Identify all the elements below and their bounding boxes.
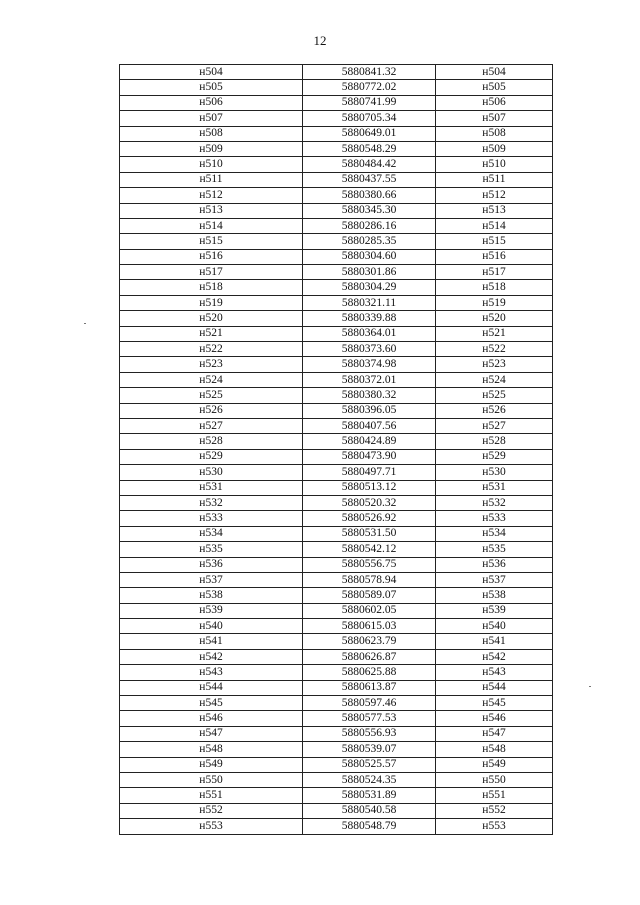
point-id-cell: н548 xyxy=(120,742,303,757)
table-row xyxy=(120,495,553,510)
point-id-cell: н549 xyxy=(120,757,303,772)
coordinate-cell: 5880548.79 xyxy=(303,819,436,834)
point-id-repeat-cell: н517 xyxy=(436,265,553,280)
coordinate-cell: 5880531.50 xyxy=(303,526,436,541)
scan-speck xyxy=(84,323,86,324)
table-row xyxy=(120,788,553,803)
point-id-repeat-cell: н508 xyxy=(436,126,553,141)
point-id-repeat-cell: н520 xyxy=(436,311,553,326)
point-id-cell: н523 xyxy=(120,357,303,372)
table-row xyxy=(120,157,553,172)
table-row xyxy=(120,803,553,818)
coordinate-cell: 5880589.07 xyxy=(303,588,436,603)
coordinate-cell: 5880526.92 xyxy=(303,511,436,526)
point-id-repeat-cell: н526 xyxy=(436,403,553,418)
point-id-repeat-cell: н539 xyxy=(436,603,553,618)
point-id-cell: н510 xyxy=(120,157,303,172)
coordinate-cell: 5880741.99 xyxy=(303,95,436,110)
table-row xyxy=(120,665,553,680)
point-id-repeat-cell: н552 xyxy=(436,803,553,818)
point-id-cell: н521 xyxy=(120,326,303,341)
point-id-cell: н540 xyxy=(120,619,303,634)
table-row xyxy=(120,388,553,403)
table-row xyxy=(120,572,553,587)
point-id-cell: н517 xyxy=(120,265,303,280)
point-id-cell: н535 xyxy=(120,542,303,557)
point-id-repeat-cell: н525 xyxy=(436,388,553,403)
coordinate-cell: 5880380.32 xyxy=(303,388,436,403)
point-id-cell: н516 xyxy=(120,249,303,264)
table-row xyxy=(120,249,553,264)
table-row xyxy=(120,634,553,649)
table-row xyxy=(120,742,553,757)
table-row xyxy=(120,449,553,464)
table-row xyxy=(120,511,553,526)
point-id-cell: н525 xyxy=(120,388,303,403)
point-id-repeat-cell: н548 xyxy=(436,742,553,757)
point-id-repeat-cell: н510 xyxy=(436,157,553,172)
page-number: 12 xyxy=(313,33,327,48)
point-id-cell: н528 xyxy=(120,434,303,449)
coordinate-cell: 5880556.75 xyxy=(303,557,436,572)
coordinate-cell: 5880373.60 xyxy=(303,342,436,357)
coordinate-cell: 5880531.89 xyxy=(303,788,436,803)
coordinate-cell: 5880524.35 xyxy=(303,772,436,787)
coordinate-cell: 5880345.30 xyxy=(303,203,436,218)
point-id-repeat-cell: н553 xyxy=(436,819,553,834)
point-id-cell: н543 xyxy=(120,665,303,680)
coordinate-cell: 5880540.58 xyxy=(303,803,436,818)
point-id-cell: н533 xyxy=(120,511,303,526)
coordinate-cell: 5880321.11 xyxy=(303,295,436,310)
coordinate-cell: 5880542.12 xyxy=(303,542,436,557)
coordinate-cell: 5880304.60 xyxy=(303,249,436,264)
table-row xyxy=(120,588,553,603)
point-id-cell: н538 xyxy=(120,588,303,603)
point-id-cell: н526 xyxy=(120,403,303,418)
table-row xyxy=(120,218,553,233)
coordinate-cell: 5880437.55 xyxy=(303,172,436,187)
point-id-cell: н513 xyxy=(120,203,303,218)
table-row xyxy=(120,757,553,772)
point-id-cell: н520 xyxy=(120,311,303,326)
table-row xyxy=(120,418,553,433)
coordinate-cell: 5880841.32 xyxy=(303,65,436,80)
coordinate-cell: 5880372.01 xyxy=(303,372,436,387)
coordinate-cell: 5880497.71 xyxy=(303,465,436,480)
coordinate-cell: 5880484.42 xyxy=(303,157,436,172)
point-id-repeat-cell: н528 xyxy=(436,434,553,449)
table-row xyxy=(120,603,553,618)
table-row xyxy=(120,65,553,80)
point-id-repeat-cell: н515 xyxy=(436,234,553,249)
point-id-cell: н546 xyxy=(120,711,303,726)
point-id-cell: н537 xyxy=(120,572,303,587)
point-id-repeat-cell: н522 xyxy=(436,342,553,357)
point-id-repeat-cell: н527 xyxy=(436,418,553,433)
point-id-cell: н529 xyxy=(120,449,303,464)
coordinate-cell: 5880380.66 xyxy=(303,188,436,203)
point-id-cell: н504 xyxy=(120,65,303,80)
point-id-repeat-cell: н532 xyxy=(436,495,553,510)
point-id-cell: н519 xyxy=(120,295,303,310)
point-id-cell: н508 xyxy=(120,126,303,141)
table-row xyxy=(120,280,553,295)
coordinate-cell: 5880577.53 xyxy=(303,711,436,726)
table-row xyxy=(120,311,553,326)
point-id-cell: н542 xyxy=(120,649,303,664)
point-id-repeat-cell: н540 xyxy=(436,619,553,634)
point-id-cell: н545 xyxy=(120,696,303,711)
table-row xyxy=(120,342,553,357)
point-id-repeat-cell: н545 xyxy=(436,696,553,711)
point-id-repeat-cell: н547 xyxy=(436,726,553,741)
table-row xyxy=(120,619,553,634)
coordinates-table xyxy=(119,64,553,835)
coordinate-cell: 5880301.86 xyxy=(303,265,436,280)
coordinate-cell: 5880364.01 xyxy=(303,326,436,341)
coordinate-cell: 5880548.29 xyxy=(303,141,436,156)
point-id-repeat-cell: н543 xyxy=(436,665,553,680)
coordinate-cell: 5880424.89 xyxy=(303,434,436,449)
point-id-cell: н507 xyxy=(120,111,303,126)
table-row xyxy=(120,726,553,741)
coordinate-cell: 5880473.90 xyxy=(303,449,436,464)
table-row xyxy=(120,188,553,203)
coordinates-table-body xyxy=(120,65,553,835)
coordinate-cell: 5880626.87 xyxy=(303,649,436,664)
point-id-cell: н522 xyxy=(120,342,303,357)
point-id-cell: н511 xyxy=(120,172,303,187)
point-id-cell: н551 xyxy=(120,788,303,803)
point-id-repeat-cell: н551 xyxy=(436,788,553,803)
point-id-repeat-cell: н549 xyxy=(436,757,553,772)
coordinate-cell: 5880597.46 xyxy=(303,696,436,711)
point-id-repeat-cell: н550 xyxy=(436,772,553,787)
point-id-cell: н506 xyxy=(120,95,303,110)
table-row xyxy=(120,95,553,110)
table-row xyxy=(120,403,553,418)
coordinate-cell: 5880513.12 xyxy=(303,480,436,495)
point-id-repeat-cell: н538 xyxy=(436,588,553,603)
coordinate-cell: 5880339.88 xyxy=(303,311,436,326)
coordinate-cell: 5880623.79 xyxy=(303,634,436,649)
point-id-repeat-cell: н516 xyxy=(436,249,553,264)
point-id-cell: н532 xyxy=(120,495,303,510)
coordinate-cell: 5880304.29 xyxy=(303,280,436,295)
table-row xyxy=(120,819,553,834)
point-id-repeat-cell: н523 xyxy=(436,357,553,372)
table-row xyxy=(120,111,553,126)
point-id-repeat-cell: н506 xyxy=(436,95,553,110)
coordinate-cell: 5880615.03 xyxy=(303,619,436,634)
point-id-repeat-cell: н541 xyxy=(436,634,553,649)
coordinate-cell: 5880396.05 xyxy=(303,403,436,418)
coordinate-cell: 5880286.16 xyxy=(303,218,436,233)
table-row xyxy=(120,434,553,449)
point-id-cell: н534 xyxy=(120,526,303,541)
point-id-repeat-cell: н504 xyxy=(436,65,553,80)
table-row xyxy=(120,265,553,280)
point-id-repeat-cell: н521 xyxy=(436,326,553,341)
point-id-repeat-cell: н513 xyxy=(436,203,553,218)
point-id-cell: н512 xyxy=(120,188,303,203)
table-row xyxy=(120,126,553,141)
coordinate-cell: 5880520.32 xyxy=(303,495,436,510)
point-id-cell: н550 xyxy=(120,772,303,787)
point-id-repeat-cell: н535 xyxy=(436,542,553,557)
table-row xyxy=(120,465,553,480)
point-id-repeat-cell: н505 xyxy=(436,80,553,95)
point-id-cell: н539 xyxy=(120,603,303,618)
point-id-repeat-cell: н518 xyxy=(436,280,553,295)
point-id-repeat-cell: н534 xyxy=(436,526,553,541)
table-row xyxy=(120,234,553,249)
table-row xyxy=(120,772,553,787)
point-id-cell: н544 xyxy=(120,680,303,695)
coordinate-cell: 5880602.05 xyxy=(303,603,436,618)
point-id-repeat-cell: н544 xyxy=(436,680,553,695)
point-id-repeat-cell: н531 xyxy=(436,480,553,495)
point-id-repeat-cell: н546 xyxy=(436,711,553,726)
point-id-repeat-cell: н511 xyxy=(436,172,553,187)
point-id-repeat-cell: н529 xyxy=(436,449,553,464)
point-id-repeat-cell: н533 xyxy=(436,511,553,526)
point-id-repeat-cell: н524 xyxy=(436,372,553,387)
table-row xyxy=(120,526,553,541)
coordinate-cell: 5880525.57 xyxy=(303,757,436,772)
coordinate-cell: 5880539.07 xyxy=(303,742,436,757)
table-row xyxy=(120,680,553,695)
point-id-cell: н527 xyxy=(120,418,303,433)
point-id-repeat-cell: н507 xyxy=(436,111,553,126)
table-row xyxy=(120,172,553,187)
table-row xyxy=(120,372,553,387)
table-row xyxy=(120,696,553,711)
point-id-repeat-cell: н519 xyxy=(436,295,553,310)
coordinate-cell: 5880578.94 xyxy=(303,572,436,587)
coordinate-cell: 5880374.98 xyxy=(303,357,436,372)
point-id-repeat-cell: н512 xyxy=(436,188,553,203)
point-id-repeat-cell: н542 xyxy=(436,649,553,664)
point-id-repeat-cell: н509 xyxy=(436,141,553,156)
coordinate-cell: 5880556.93 xyxy=(303,726,436,741)
table-row xyxy=(120,203,553,218)
coordinate-cell: 5880613.87 xyxy=(303,680,436,695)
point-id-cell: н514 xyxy=(120,218,303,233)
point-id-cell: н547 xyxy=(120,726,303,741)
table-row xyxy=(120,711,553,726)
point-id-cell: н524 xyxy=(120,372,303,387)
point-id-repeat-cell: н536 xyxy=(436,557,553,572)
point-id-cell: н552 xyxy=(120,803,303,818)
table-row xyxy=(120,326,553,341)
coordinate-cell: 5880772.02 xyxy=(303,80,436,95)
point-id-cell: н553 xyxy=(120,819,303,834)
point-id-cell: н541 xyxy=(120,634,303,649)
point-id-repeat-cell: н530 xyxy=(436,465,553,480)
coordinate-cell: 5880285.35 xyxy=(303,234,436,249)
coordinate-cell: 5880705.34 xyxy=(303,111,436,126)
point-id-cell: н505 xyxy=(120,80,303,95)
table-row xyxy=(120,480,553,495)
table-row xyxy=(120,542,553,557)
point-id-repeat-cell: н514 xyxy=(436,218,553,233)
point-id-cell: н515 xyxy=(120,234,303,249)
point-id-cell: н509 xyxy=(120,141,303,156)
scan-speck xyxy=(589,686,591,687)
table-row xyxy=(120,295,553,310)
table-row xyxy=(120,649,553,664)
table-row xyxy=(120,557,553,572)
point-id-cell: н530 xyxy=(120,465,303,480)
table-row xyxy=(120,357,553,372)
coordinate-cell: 5880407.56 xyxy=(303,418,436,433)
table-row xyxy=(120,141,553,156)
coordinate-cell: 5880625.88 xyxy=(303,665,436,680)
point-id-cell: н518 xyxy=(120,280,303,295)
coordinate-cell: 5880649.01 xyxy=(303,126,436,141)
point-id-cell: н536 xyxy=(120,557,303,572)
point-id-repeat-cell: н537 xyxy=(436,572,553,587)
table-row xyxy=(120,80,553,95)
point-id-cell: н531 xyxy=(120,480,303,495)
